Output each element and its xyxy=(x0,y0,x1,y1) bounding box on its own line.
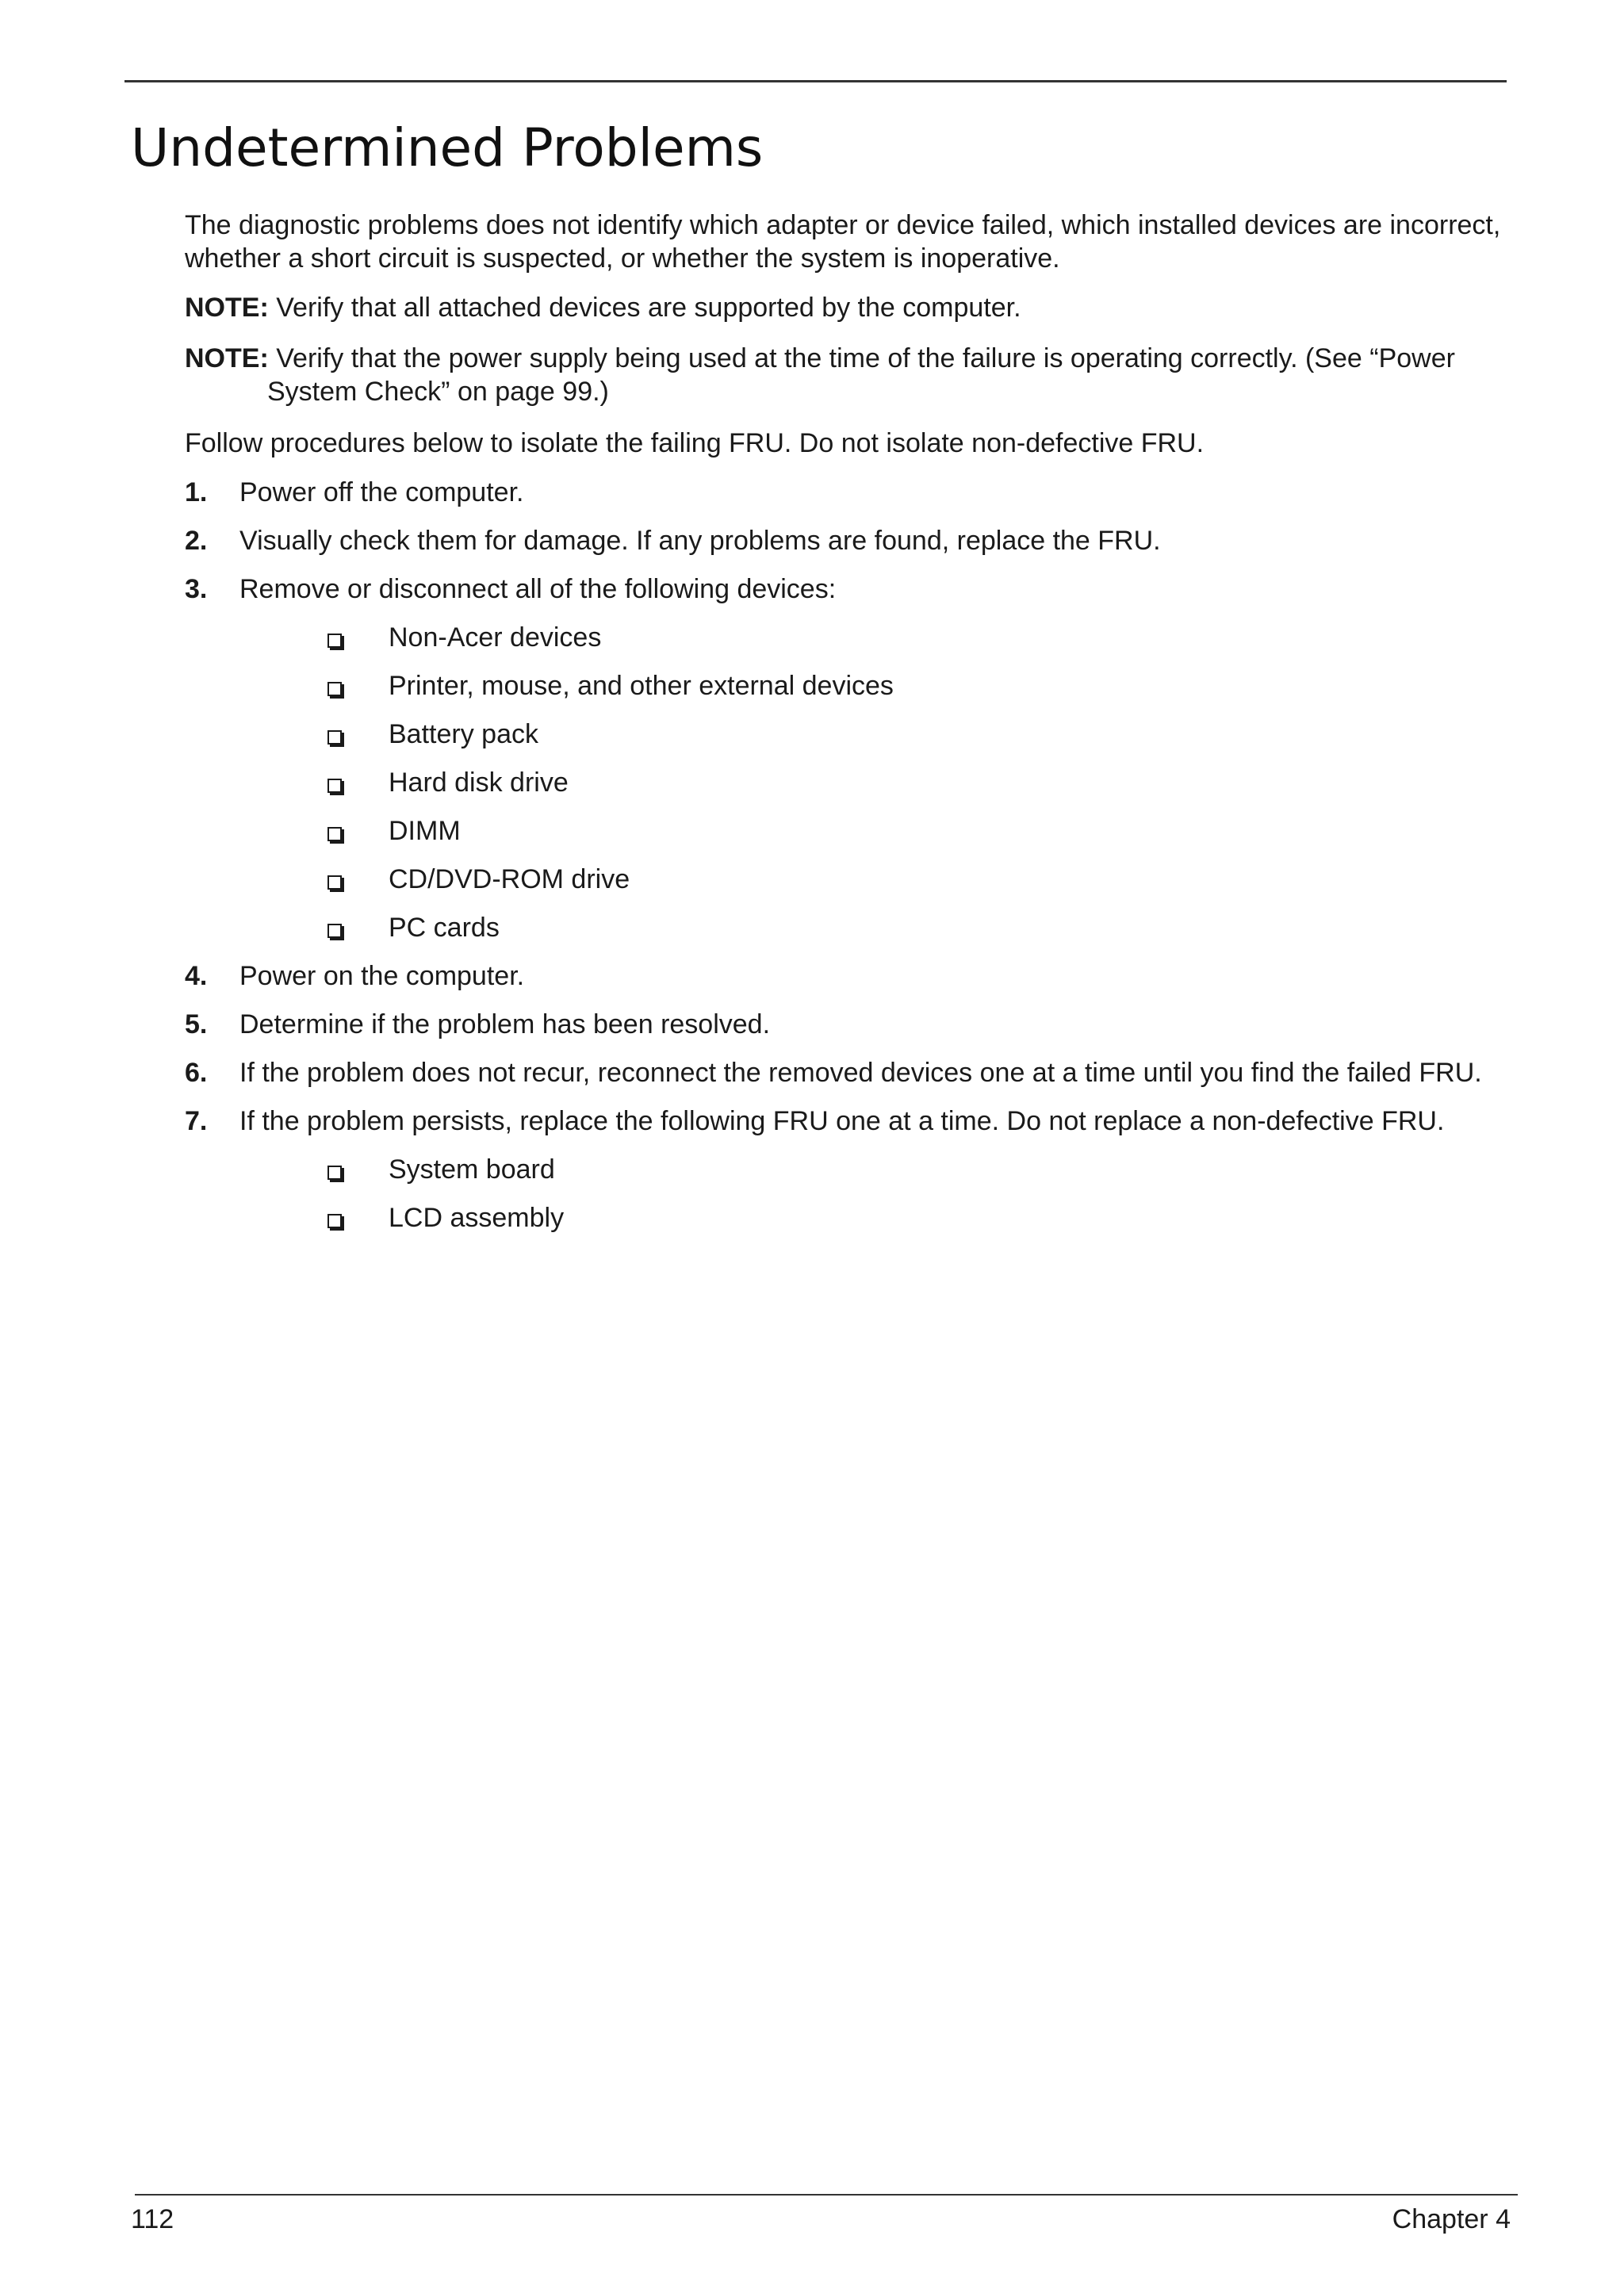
note-power-supply xyxy=(185,342,1455,408)
note-text: Verify that all attached devices are supported by the computer. xyxy=(276,293,1021,323)
device-list-item xyxy=(327,621,601,654)
note-continuation: System Check” on page 99.) xyxy=(267,377,609,407)
intro-line: whether a short circuit is suspected, or whether the system is inoperative. xyxy=(185,243,1060,274)
step-text: Remove or disconnect all of the following devices: xyxy=(239,574,837,604)
device-list-item xyxy=(327,814,461,848)
step-item xyxy=(185,572,836,606)
intro-paragraph xyxy=(185,209,1500,275)
step-number: 2. xyxy=(185,526,208,556)
step-number: 1. xyxy=(185,477,208,507)
step-item xyxy=(185,1008,770,1041)
chapter-label: Chapter 4 xyxy=(1392,2204,1511,2234)
step-item xyxy=(185,959,524,993)
checkbox-bullet-icon xyxy=(327,779,342,793)
device-label: CD/DVD-ROM drive xyxy=(389,864,630,894)
footer-rule xyxy=(135,2194,1518,2196)
step-number: 7. xyxy=(185,1106,208,1136)
checkbox-bullet-icon xyxy=(327,924,342,938)
device-label: Battery pack xyxy=(389,719,538,749)
device-label: PC cards xyxy=(389,913,500,943)
checkbox-bullet-icon xyxy=(327,634,342,648)
checkbox-bullet-icon xyxy=(327,730,342,745)
step-text: Visually check them for damage. If any problems are found, replace the FRU. xyxy=(239,526,1161,556)
device-list-item xyxy=(327,911,500,944)
checkbox-bullet-icon xyxy=(327,827,342,841)
fru-label: LCD assembly xyxy=(389,1203,565,1233)
device-list-item xyxy=(327,863,630,896)
checkbox-bullet-icon xyxy=(327,1214,342,1228)
follow-paragraph: Follow procedures below to isolate the failing FRU. Do not isolate non-defective FRU. xyxy=(185,428,1205,458)
page-title: Undetermined Problems xyxy=(131,117,764,178)
step-item xyxy=(185,524,1161,557)
note-label: NOTE: xyxy=(185,343,269,373)
step-number: 3. xyxy=(185,574,208,604)
device-label: Non-Acer devices xyxy=(389,622,602,653)
note-label: NOTE: xyxy=(185,293,269,323)
step-text: If the problem persists, replace the following FRU one at a time. Do not replace a non-defective FRU. xyxy=(239,1106,1445,1136)
device-list-item xyxy=(327,669,894,702)
checkbox-bullet-icon xyxy=(327,682,342,696)
checkbox-bullet-icon xyxy=(327,875,342,890)
fru-list-item xyxy=(327,1201,564,1235)
note-text: Verify that the power supply being used at the time of the failure is operating correctly. (See “Power xyxy=(276,343,1455,373)
checkbox-bullet-icon xyxy=(327,1166,342,1180)
step-item xyxy=(185,1056,1482,1089)
note-supported-devices xyxy=(185,291,1021,324)
device-label: Hard disk drive xyxy=(389,768,569,798)
step-number: 4. xyxy=(185,961,208,991)
device-list-item xyxy=(327,766,569,799)
step-item xyxy=(185,1104,1444,1138)
step-text: Power on the computer. xyxy=(239,961,525,991)
fru-label: System board xyxy=(389,1154,555,1185)
page-number: 112 xyxy=(131,2204,174,2234)
header-rule xyxy=(124,80,1507,82)
intro-line: The diagnostic problems does not identify which adapter or device failed, which installed devices are incorrect, xyxy=(185,210,1501,240)
step-number: 5. xyxy=(185,1009,208,1039)
step-number: 6. xyxy=(185,1058,208,1088)
device-label: DIMM xyxy=(389,816,461,846)
device-label: Printer, mouse, and other external devices xyxy=(389,671,894,701)
step-text: Determine if the problem has been resolved. xyxy=(239,1009,771,1039)
step-text: Power off the computer. xyxy=(239,477,524,507)
step-text: If the problem does not recur, reconnect the removed devices one at a time until you find the failed FRU. xyxy=(239,1058,1482,1088)
step-item xyxy=(185,476,523,509)
fru-list-item xyxy=(327,1153,555,1186)
device-list-item xyxy=(327,718,538,751)
